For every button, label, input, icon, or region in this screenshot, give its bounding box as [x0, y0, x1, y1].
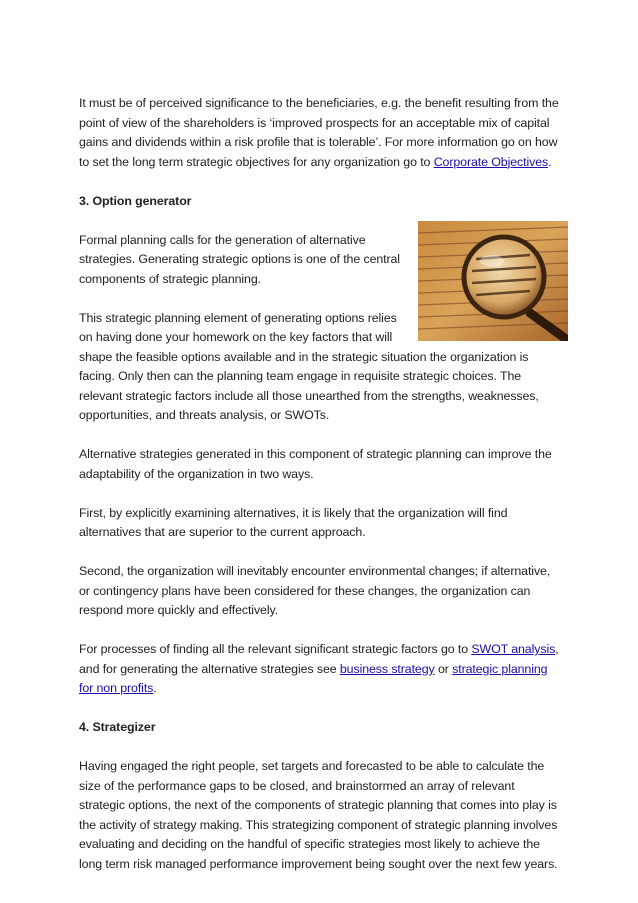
section3-paragraph-3: Alternative strategies generated in this component of strategic planning can improve the adaptability of the organization in two ways. [79, 447, 552, 481]
swot-analysis-link[interactable]: SWOT analysis [471, 642, 556, 656]
document-page [79, 94, 563, 894]
corporate-objectives-link[interactable]: Corporate Objectives [433, 154, 549, 169]
section4-paragraph-1: Having engaged the right people, set targets and forecasted to be able to calculate the size of the performance gaps to be closed, and brainstormed an array of relevant strategic options, the next of the components of strategic planning that comes into play is the activity of strategy making. This strategizing component of strategic planning involves evaluating and deciding on the handful of specific strategies most likely to achieve the long term risk managed performance improvement being sought over the next few years. [79, 759, 558, 871]
p6-or-text: or [434, 661, 453, 676]
intro-text: It must be of perceived significance to the beneficiaries, e.g. the benefit resulting from the point of view of the shareholders is ‘improved prospects for an acceptable mix of capital gains and dividends within a risk profile that is tolerable’. For more information go on how to set the long term strategic objectives for any organization go to [79, 96, 559, 169]
intro-end: . [548, 154, 552, 169]
p6-mid-text: , and for generating the alternative strategies see [79, 642, 559, 676]
strategic-planning-non-profits-link[interactable]: strategic planning for non profits [79, 661, 548, 695]
business-strategy-link[interactable]: business strategy [339, 661, 435, 676]
magnifying-glass-icon [418, 221, 568, 341]
section3-paragraph-6 [79, 640, 563, 699]
section4-heading: 4. Strategizer [79, 720, 156, 734]
section3-paragraph-5: Second, the organization will inevitably encounter environmental changes; if alternative, or contingency plans have been considered for these changes, the organization can respond more quickly and effectively. [79, 564, 551, 617]
section3-paragraph-1: Formal planning calls for the generation of alternative strategies. Generating strategic options is one of the central components of strategic planning. [79, 232, 400, 286]
magnifying-glass-image [418, 221, 568, 341]
p6-end-text: . [153, 681, 157, 695]
section3-heading: 3. Option generator [79, 193, 192, 208]
intro-paragraph [79, 94, 563, 172]
p6-start-text: For processes of finding all the relevant significant strategic factors go to [79, 642, 472, 656]
section3-paragraph-4: First, by explicitly examining alternatives, it is likely that the organization will find alternatives that are superior to the current approach. [79, 505, 508, 539]
section3-paragraph-2: This strategic planning element of generating options relies on having done your homework on the key factors that will shape the feasible options available and in the strategic situation the organization is facing. Only then can the planning team engage in requisite strategic choices. The relevant strategic factors include all those unearthed from the strengths, weaknesses, opportunities, and threats analysis, or SWOTs. [79, 310, 539, 422]
